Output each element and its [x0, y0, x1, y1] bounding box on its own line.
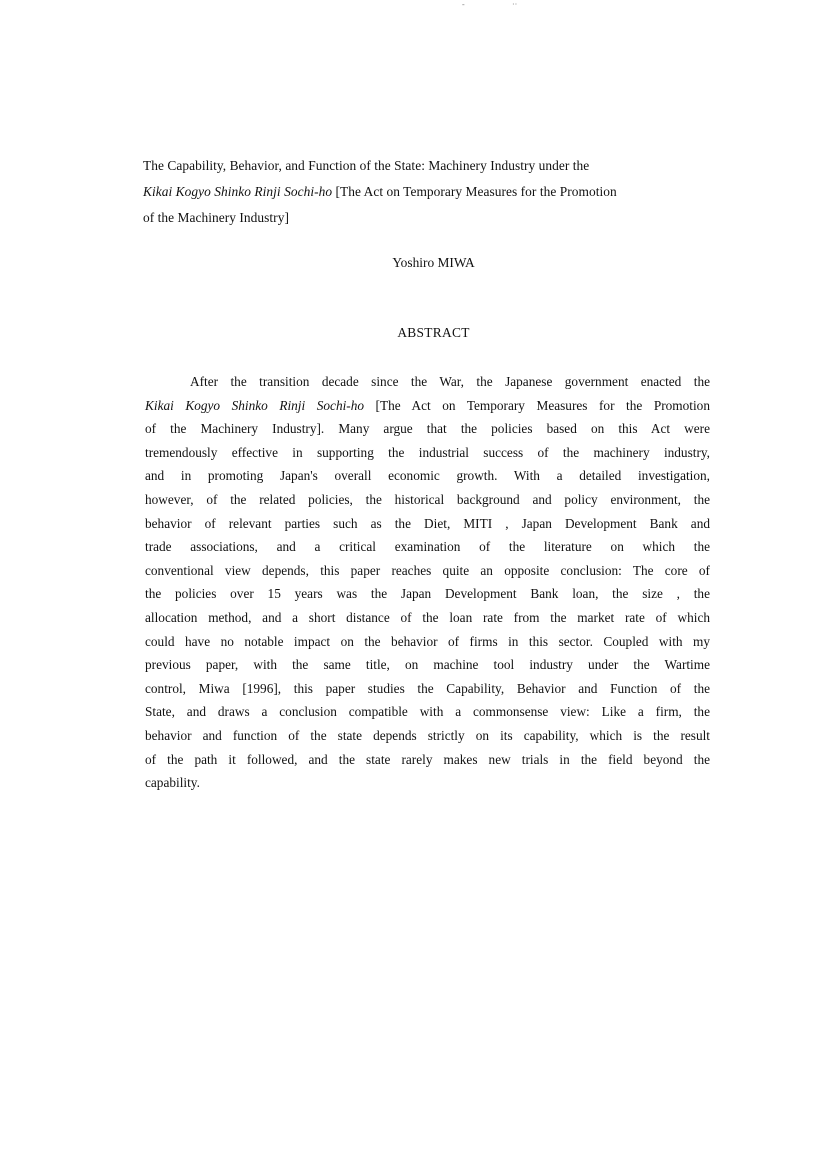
title-line-2 [143, 179, 708, 205]
abstract-line: the policies over 15 years was the Japan Development Bank loan, the size , the [145, 586, 710, 602]
abstract-line: State, and draws a conclusion compatible with a commonsense view: Like a firm, the [145, 704, 710, 720]
abstract-line: control, Miwa [1996], this paper studies the Capability, Behavior and Function of the [145, 680, 710, 696]
abstract-line-rest: [The Act on Temporary Measures for the Promotion [364, 397, 710, 413]
abstract-line: allocation method, and a short distance of the loan rate from the market rate of which [145, 609, 710, 625]
abstract-line: trade associations, and a critical examination of the literature on which the [145, 539, 710, 555]
abstract-heading: ABSTRACT [397, 325, 470, 340]
abstract-line: of the path it followed, and the state rarely makes new trials in the field beyond the [145, 751, 710, 767]
abstract-line: tremendously effective in supporting the industrial success of the machinery industry, [145, 444, 710, 460]
header-mark-left: - [462, 0, 465, 9]
abstract-line: could have no notable impact on the behavior of firms in this sector. Coupled with my [145, 633, 710, 649]
abstract-line: and in promoting Japan's overall economic growth. With a detailed investigation, [145, 468, 710, 484]
abstract-line: however, of the related policies, the historical background and policy environment, the [145, 491, 710, 507]
abstract-act-name: Kikai Kogyo Shinko Rinji Sochi-ho [145, 397, 365, 413]
title-line-3: of the Machinery Industry] [143, 210, 289, 225]
title-line-2-rest: [The Act on Temporary Measures for the Promotion [332, 184, 617, 199]
abstract-line: conventional view depends, this paper reaches quite an opposite conclusion: The core of [145, 562, 710, 578]
abstract-line: capability. [145, 775, 200, 791]
paper-title [143, 153, 708, 231]
author-name: Yoshiro MIWA [392, 255, 475, 270]
abstract-line: of the Machinery Industry]. Many argue that the policies based on this Act were [145, 421, 710, 437]
abstract-line [145, 394, 710, 418]
abstract-body [145, 370, 710, 795]
title-line-1: The Capability, Behavior, and Function of the State: Machinery Industry under the [143, 158, 590, 173]
abstract-line: After the transition decade since the War, the Japanese government enacted the [190, 374, 710, 389]
abstract-line: behavior of relevant parties such as the Diet, MITI , Japan Development Bank and [145, 515, 710, 531]
abstract-line: previous paper, with the same title, on machine tool industry under the Wartime [145, 657, 710, 673]
header-mark-right: ·· [512, 0, 518, 9]
abstract-line: behavior and function of the state depends strictly on its capability, which is the result [145, 727, 710, 743]
title-act-name: Kikai Kogyo Shinko Rinji Sochi-ho [143, 184, 333, 199]
